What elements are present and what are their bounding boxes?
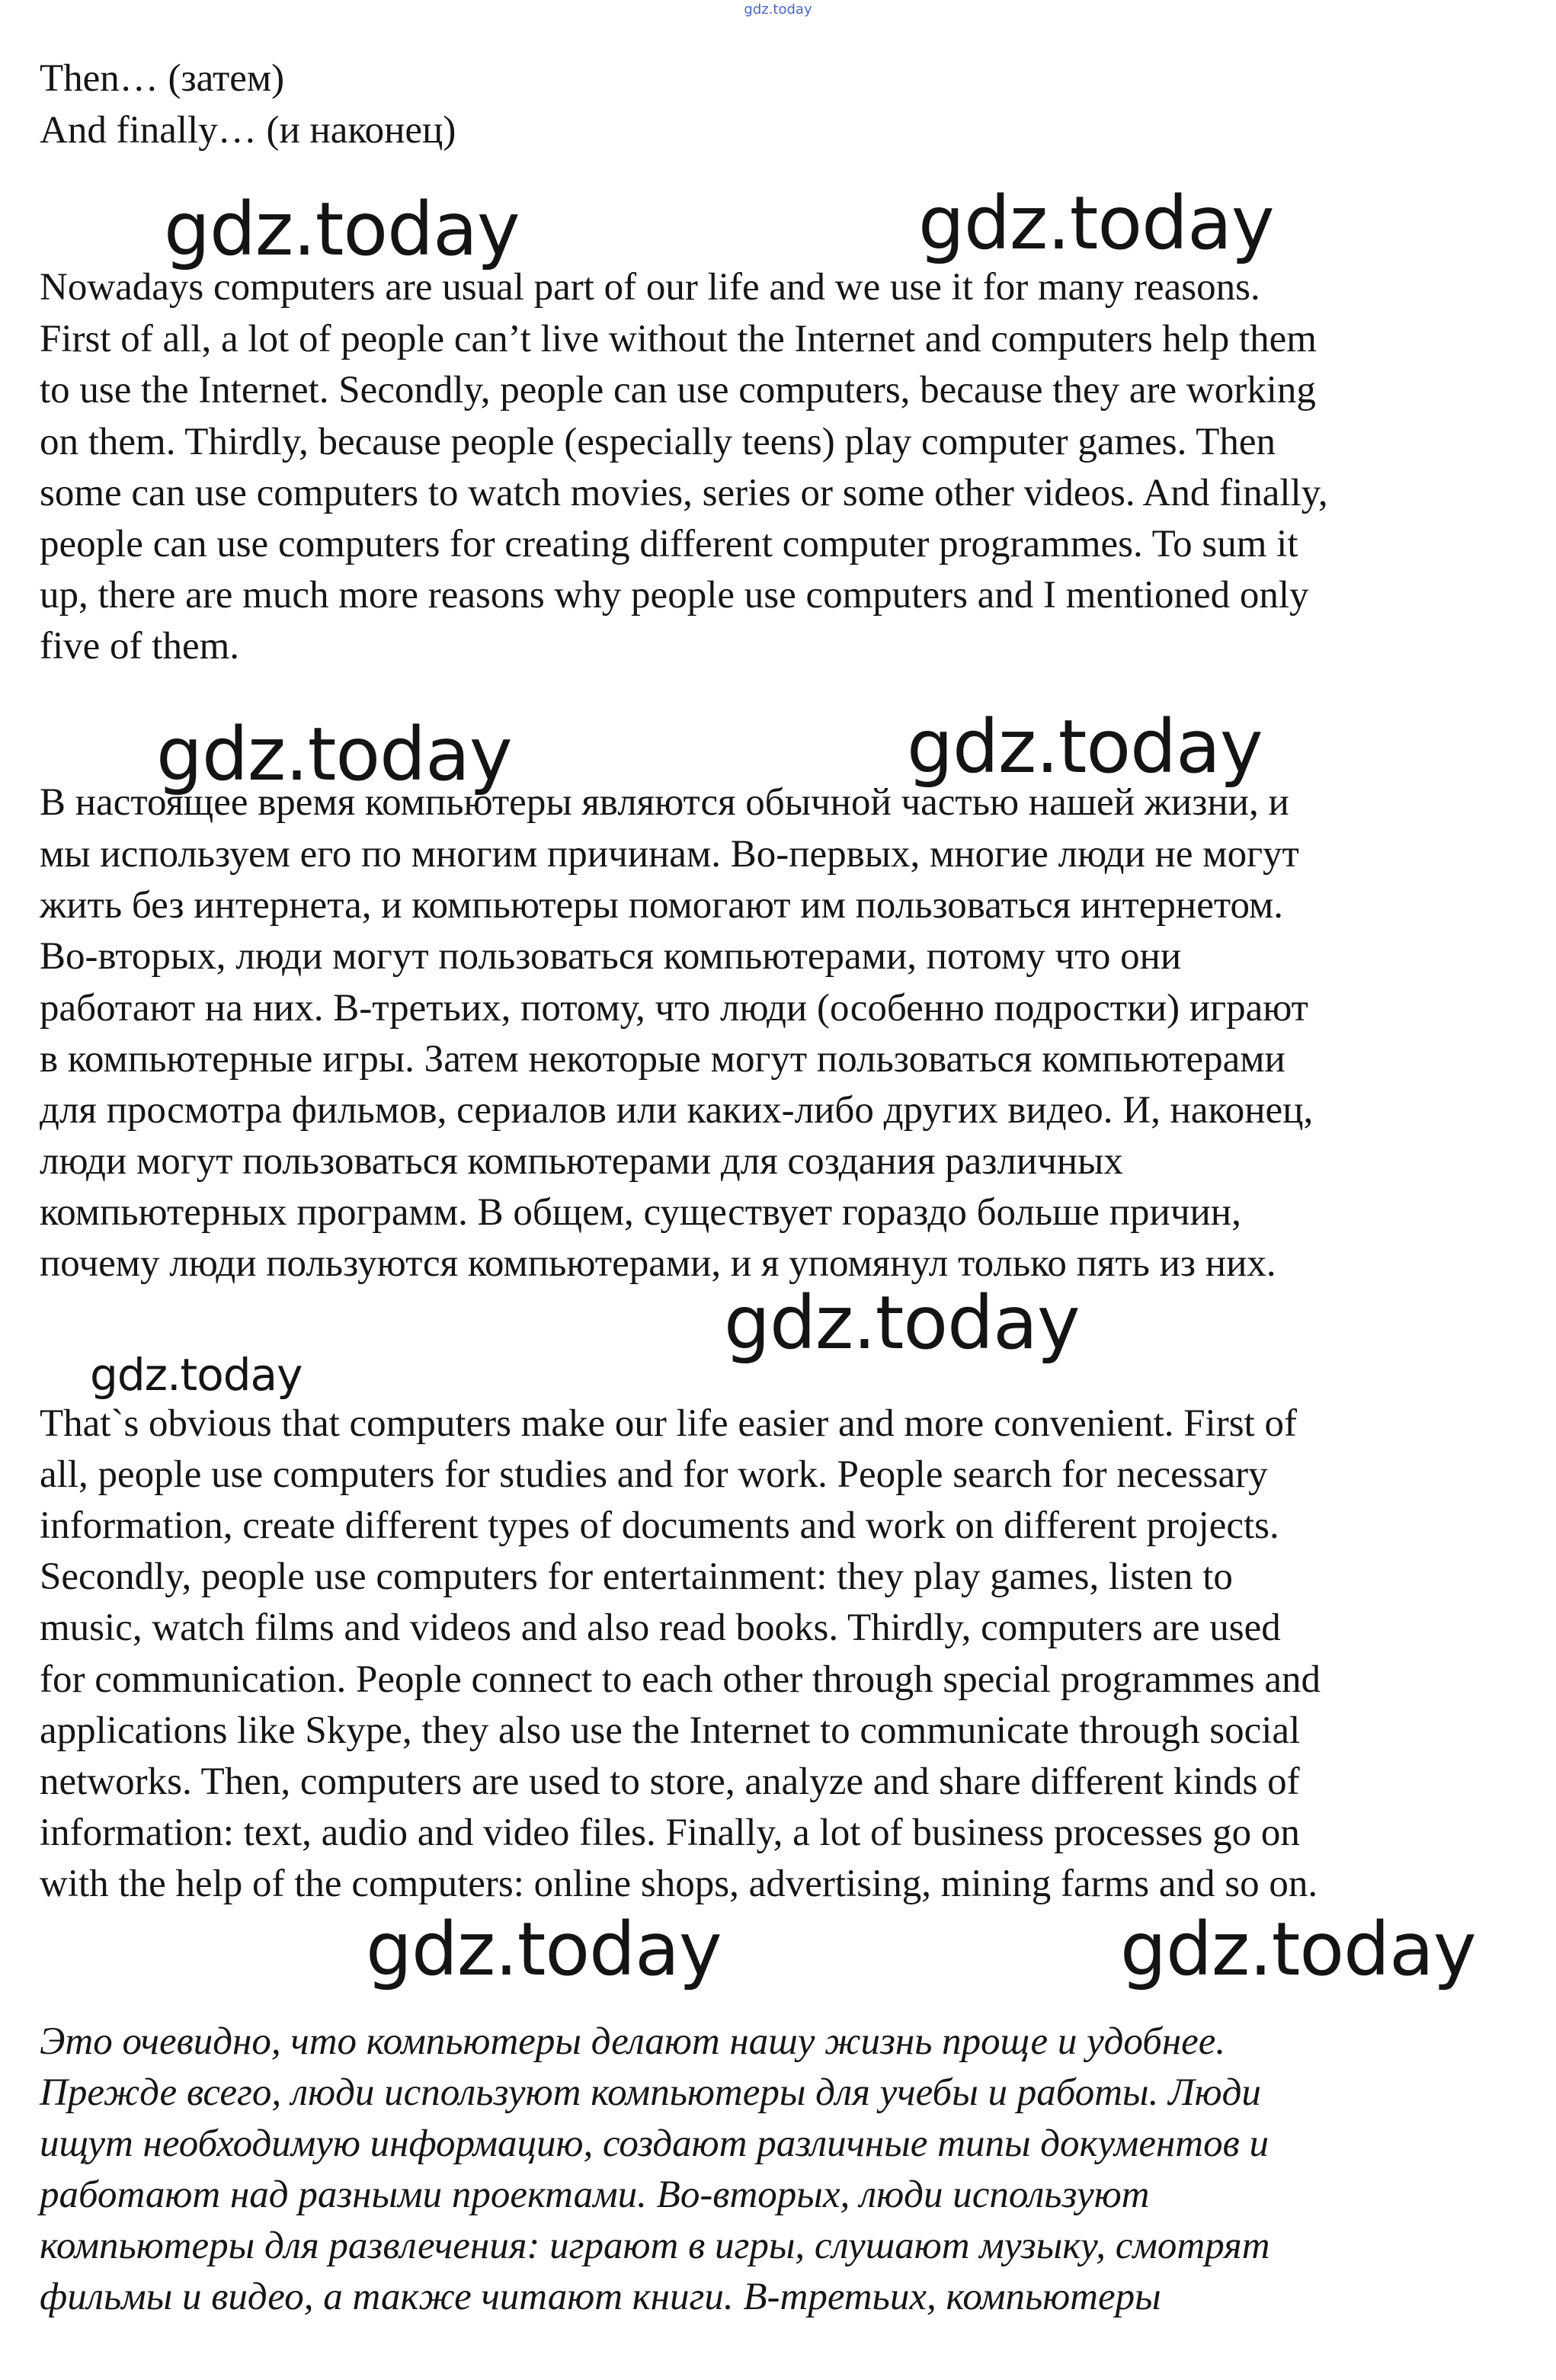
- intro-line: And finally… (и наконец): [40, 109, 456, 152]
- paragraph-line: some can use computers to watch movies, series or some other videos. And finally,: [40, 472, 1328, 514]
- watermark: gdz.today: [918, 181, 1274, 266]
- watermark: gdz.today: [724, 1280, 1080, 1366]
- site-mark: gdz.today: [744, 2, 812, 18]
- paragraph-line: жить без интернета, и компьютеры помогают им пользоваться интернетом.: [40, 884, 1284, 927]
- paragraph-line: up, there are much more reasons why people use computers and I mentioned only: [40, 574, 1309, 617]
- watermark: gdz.today: [90, 1349, 303, 1401]
- paragraph-line: on them. Thirdly, because people (especially teens) play computer games. Then: [40, 421, 1276, 463]
- paragraph-line: работают на них. В-третьих, потому, что люди (особенно подростки) играют: [40, 987, 1308, 1030]
- paragraph-line: Это очевидно, что компьютеры делают нашу жизнь проще и удобнее.: [40, 2020, 1226, 2063]
- paragraph-line: люди могут пользоваться компьютерами для создания различных: [40, 1140, 1123, 1183]
- watermark: gdz.today: [1120, 1907, 1476, 1992]
- paragraph-line: five of them.: [40, 625, 239, 668]
- paragraph-line: фильмы и видео, а также читают книги. В-третьих, компьютеры: [40, 2276, 1161, 2318]
- paragraph-line: to use the Internet. Secondly, people can use computers, because they are working: [40, 369, 1316, 412]
- paragraph-line: First of all, a lot of people can’t live without the Internet and computers help them: [40, 318, 1317, 360]
- watermark: gdz.today: [366, 1907, 722, 1992]
- paragraph-line: Во-вторых, люди могут пользоваться компьютерами, потому что они: [40, 935, 1182, 978]
- paragraph-line: music, watch films and videos and also read books. Thirdly, computers are used: [40, 1606, 1281, 1649]
- watermark: gdz.today: [156, 712, 512, 797]
- paragraph-line: applications like Skype, they also use the Internet to communicate through social: [40, 1709, 1301, 1752]
- watermark: gdz.today: [907, 704, 1263, 790]
- paragraph-line: for communication. People connect to each other through special programmes and: [40, 1658, 1321, 1701]
- paragraph-line: information: text, audio and video files. Finally, a lot of business processes go on: [40, 1811, 1300, 1854]
- paragraph-line: all, people use computers for studies and for work. People search for necessary: [40, 1453, 1268, 1496]
- paragraph-line: мы используем его по многим причинам. Во-первых, многие люди не могут: [40, 833, 1299, 876]
- paragraph-line: для просмотра фильмов, сериалов или каких-либо других видео. И, наконец,: [40, 1089, 1314, 1132]
- paragraph-line: Nowadays computers are usual part of our life and we use it for many reasons.: [40, 266, 1260, 309]
- paragraph-line: ищут необходимую информацию, создают различные типы документов и: [40, 2122, 1269, 2165]
- paragraph-line: Secondly, people use computers for entertainment: they play games, listen to: [40, 1555, 1233, 1598]
- paragraph-line: people can use computers for creating different computer programmes. To sum it: [40, 523, 1298, 565]
- watermark: gdz.today: [164, 187, 520, 272]
- paragraph-line: information, create different types of documents and work on different projects.: [40, 1504, 1279, 1547]
- paragraph-line: networks. Then, computers are used to store, analyze and share different kinds of: [40, 1760, 1300, 1803]
- paragraph-line: Прежде всего, люди используют компьютеры для учебы и работы. Люди: [40, 2071, 1261, 2114]
- intro-line: Then… (затем): [40, 57, 285, 100]
- paragraph-line: компьютерных программ. В общем, существует гораздо больше причин,: [40, 1191, 1241, 1234]
- paragraph-line: В настоящее время компьютеры являются обычной частью нашей жизни, и: [40, 781, 1289, 824]
- paragraph-line: That`s obvious that computers make our life easier and more convenient. First of: [40, 1402, 1297, 1445]
- paragraph-line: почему люди пользуются компьютерами, и я упомянул только пять из них.: [40, 1242, 1276, 1285]
- paragraph-line: компьютеры для развлечения: играют в игры, слушают музыку, смотрят: [40, 2225, 1270, 2267]
- paragraph-line: with the help of the computers: online shops, advertising, mining farms and so on.: [40, 1863, 1318, 1905]
- paragraph-line: работают над разными проектами. Во-вторых, люди используют: [40, 2173, 1150, 2216]
- paragraph-line: в компьютерные игры. Затем некоторые могут пользоваться компьютерами: [40, 1038, 1285, 1081]
